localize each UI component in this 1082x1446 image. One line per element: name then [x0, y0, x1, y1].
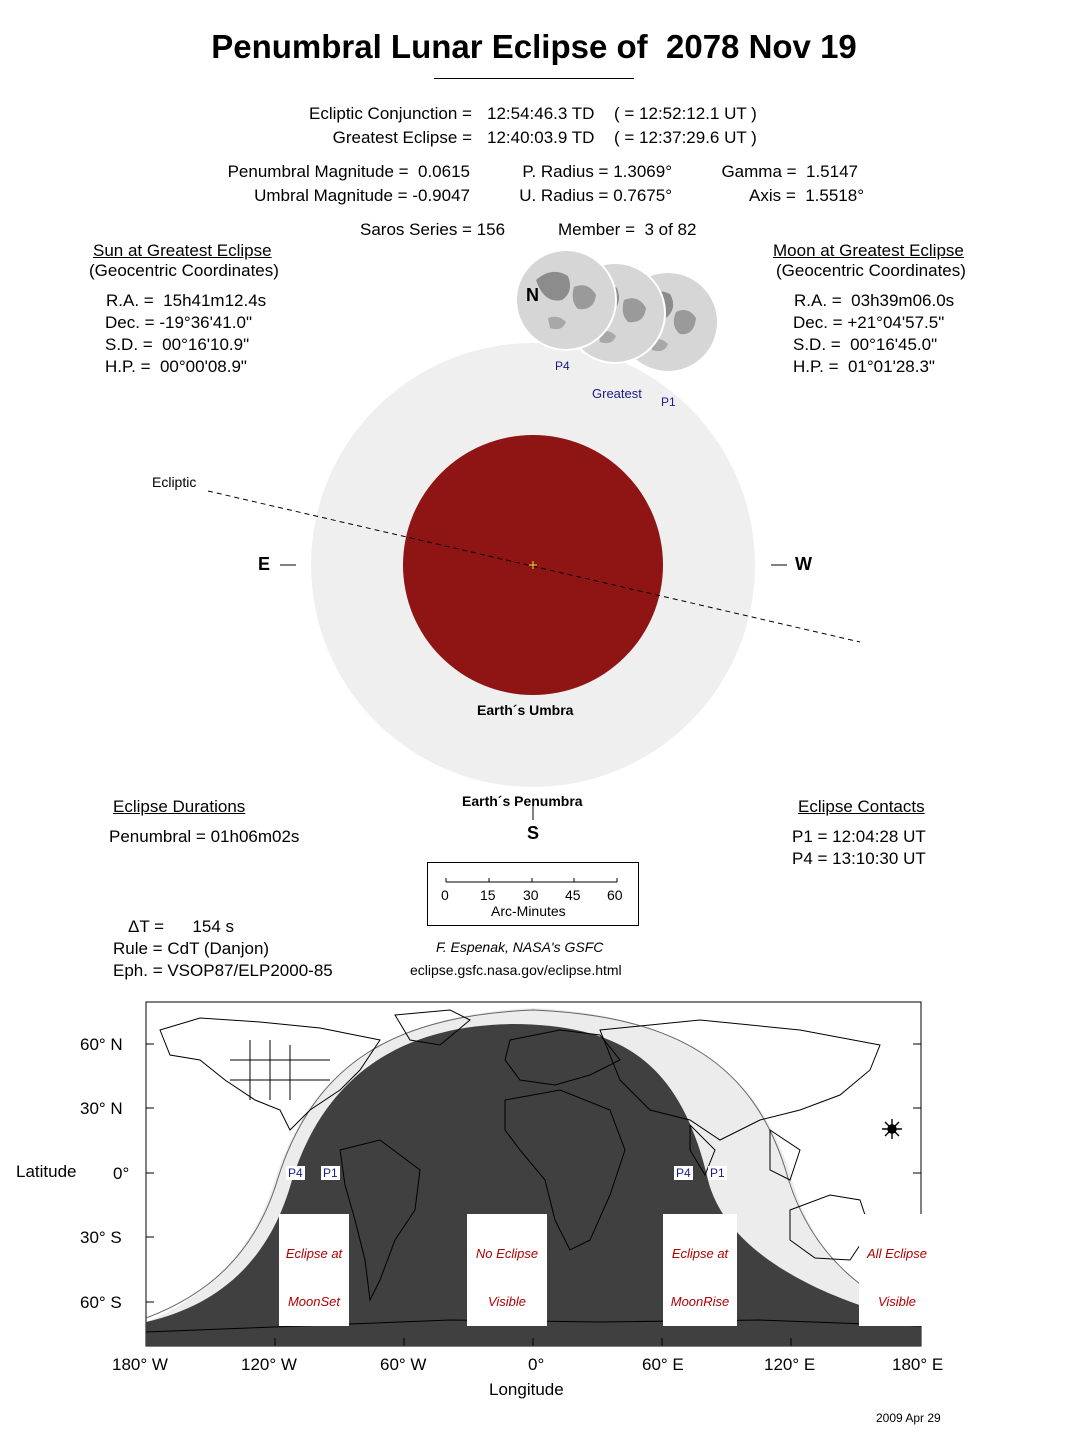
- credit: F. Espenak, NASA's GSFC: [436, 939, 604, 955]
- zone-all-visible-line1: All Eclipse: [867, 1246, 927, 1261]
- scale-tick-45: 45: [565, 887, 581, 903]
- zone-label-moonrise: [663, 1214, 737, 1326]
- rule: Rule = CdT (Danjon): [113, 939, 270, 958]
- longitude-axis-title: Longitude: [489, 1380, 564, 1399]
- west-label: W: [795, 554, 812, 574]
- p1-moon-label: P1: [661, 395, 676, 409]
- lat-tick-30n: 30° N: [80, 1099, 123, 1118]
- p4-moon-label: P4: [555, 359, 570, 373]
- lat-tick-0: 0°: [113, 1164, 130, 1183]
- conjunction-ut: ( = 12:52:12.1 UT ): [614, 104, 757, 123]
- moon-heading: Moon at Greatest Eclipse: [773, 241, 964, 260]
- zone-all-visible-line2: Visible: [877, 1294, 917, 1309]
- lon-tick-120e: 120° E: [764, 1355, 816, 1374]
- scale-unit-label: Arc-Minutes: [491, 903, 566, 919]
- sun-sd: S.D. = 00°16'10.9": [105, 335, 250, 354]
- map-east-p1: P1: [710, 1166, 725, 1180]
- lat-tick-60s: 60° S: [80, 1293, 122, 1312]
- umbra-label: Earth´s Umbra: [477, 702, 574, 718]
- source-url: eclipse.gsfc.nasa.gov/eclipse.html: [410, 962, 622, 978]
- zone-moonset-line2: MoonSet: [287, 1294, 341, 1309]
- sun-heading: Sun at Greatest Eclipse: [93, 241, 272, 260]
- moon-subheading: (Geocentric Coordinates): [776, 261, 966, 280]
- moon-sd: S.D. = 00°16'45.0": [793, 335, 938, 354]
- scale-tick-60: 60: [607, 887, 623, 903]
- saros-member: Member = 3 of 82: [558, 220, 697, 239]
- sun-ra: R.A. = 15h41m12.4s: [106, 291, 267, 310]
- zone-moonrise-line1: Eclipse at: [671, 1246, 729, 1261]
- sun-dec: Dec. = -19°36'41.0": [105, 313, 252, 332]
- lat-tick-30s: 30° S: [80, 1228, 122, 1247]
- greatest-ut: ( = 12:37:29.6 UT ): [614, 128, 757, 147]
- zone-moonset-line1: Eclipse at: [285, 1246, 343, 1261]
- ecliptic-label: Ecliptic: [152, 474, 197, 490]
- lon-tick-60e: 60° E: [642, 1355, 684, 1374]
- contact-p1: P1 = 12:04:28 UT: [792, 827, 926, 846]
- lat-tick-60n: 60° N: [80, 1035, 123, 1054]
- conjunction-label: Ecliptic Conjunction =: [308, 104, 472, 123]
- scale-tick-0: 0: [441, 887, 449, 903]
- scale-tick-30: 30: [523, 887, 539, 903]
- moon-hp: H.P. = 01°01'28.3": [793, 357, 935, 376]
- contacts-heading: Eclipse Contacts: [798, 797, 925, 816]
- greatest-label: Greatest Eclipse =: [332, 128, 472, 147]
- lon-tick-0: 0°: [528, 1355, 545, 1374]
- axis: Axis = 1.5518°: [748, 186, 864, 205]
- moon-dec: Dec. = +21°04'57.5": [793, 313, 945, 332]
- sun-hp: H.P. = 00°00'08.9": [105, 357, 247, 376]
- contact-p4: P4 = 13:10:30 UT: [792, 849, 926, 868]
- durations-heading: Eclipse Durations: [113, 797, 246, 816]
- lon-tick-180w: 180° W: [112, 1355, 168, 1374]
- zone-moonrise-line2: MoonRise: [670, 1294, 730, 1309]
- map-east-p4: P4: [676, 1166, 691, 1180]
- zone-label-no-eclipse: [467, 1214, 547, 1326]
- lon-tick-60w: 60° W: [380, 1355, 427, 1374]
- arcminute-scale: [427, 862, 639, 926]
- moon-ra: R.A. = 03h39m06.0s: [794, 291, 955, 310]
- lon-tick-120w: 120° W: [241, 1355, 297, 1374]
- latitude-axis-title: Latitude: [16, 1162, 77, 1181]
- penumbra-label: Earth´s Penumbra: [462, 793, 583, 809]
- penumbral-magnitude: Penumbral Magnitude = 0.0615: [227, 162, 470, 181]
- south-label: S: [527, 823, 540, 843]
- greatest-moon-label: Greatest: [592, 386, 642, 401]
- generation-date: 2009 Apr 29: [876, 1411, 941, 1425]
- u-radius: U. Radius = 0.7675°: [519, 186, 672, 205]
- zone-label-moonset: [279, 1214, 349, 1326]
- subsolar-sun-symbol: [882, 1119, 902, 1139]
- sun-subheading: (Geocentric Coordinates): [89, 261, 279, 280]
- umbral-magnitude: Umbral Magnitude = -0.9047: [254, 186, 470, 205]
- zone-label-all-visible: [859, 1214, 935, 1326]
- scale-tick-15: 15: [480, 887, 496, 903]
- p-radius: P. Radius = 1.3069°: [522, 162, 672, 181]
- zone-no-eclipse-line1: No Eclipse: [475, 1246, 539, 1261]
- gamma: Gamma = 1.5147: [721, 162, 858, 181]
- penumbral-duration: Penumbral = 01h06m02s: [109, 827, 300, 846]
- greatest-td: 12:40:03.9 TD: [487, 128, 595, 147]
- map-west-p4: P4: [288, 1166, 303, 1180]
- map-west-p1: P1: [323, 1166, 338, 1180]
- page-title: Penumbral Lunar Eclipse of 2078 Nov 19: [211, 28, 857, 65]
- east-label: E: [258, 554, 271, 574]
- conjunction-td: 12:54:46.3 TD: [487, 104, 595, 123]
- north-label: N: [526, 285, 539, 305]
- delta-t: ΔT = 154 s: [128, 917, 235, 936]
- zone-no-eclipse-line2: Visible: [487, 1294, 527, 1309]
- ephemeris: Eph. = VSOP87/ELP2000-85: [113, 961, 333, 980]
- saros-series: Saros Series = 156: [360, 220, 506, 239]
- lon-tick-180e: 180° E: [892, 1355, 944, 1374]
